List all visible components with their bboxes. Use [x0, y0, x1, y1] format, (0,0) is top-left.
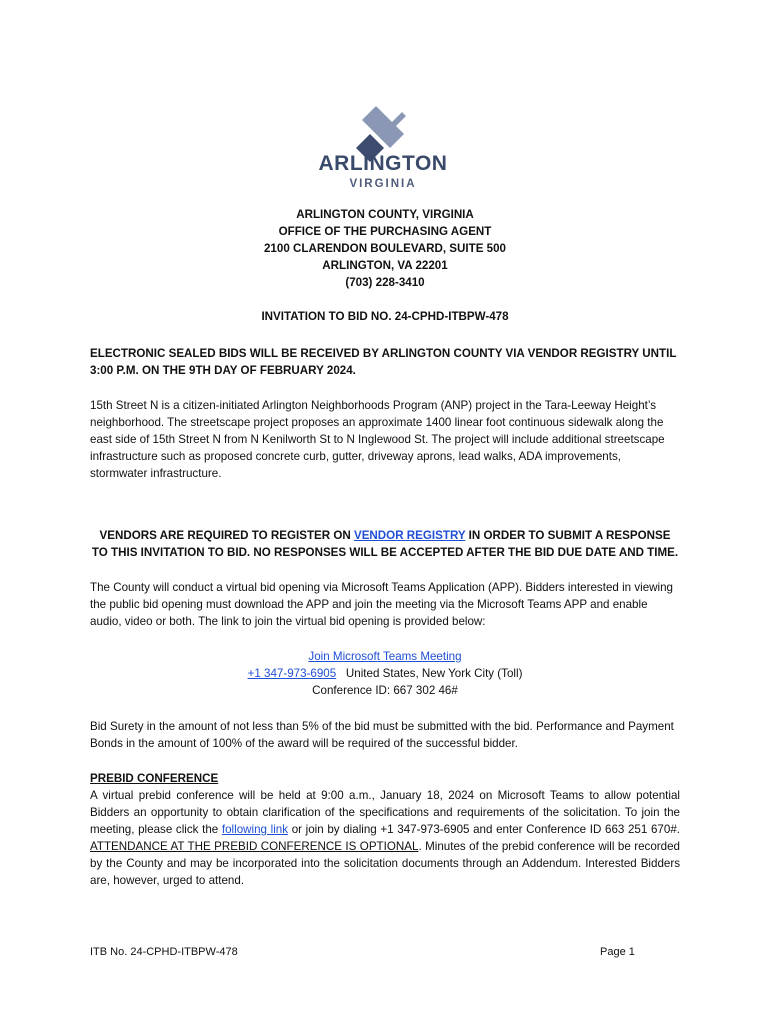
logo-city-text: ARLINGTON — [318, 152, 448, 175]
header-line: 2100 CLARENDON BOULEVARD, SUITE 500 — [263, 242, 507, 255]
prebid-text-part: or join by dialing +1 347-973-6905 and enter Conference ID 663 251 670#. — [288, 823, 680, 836]
vendor-notice-text: VENDORS ARE REQUIRED TO REGISTER ON — [99, 529, 354, 542]
join-teams-meeting-link[interactable]: Join Microsoft Teams Meeting — [308, 650, 462, 663]
header-line: ARLINGTON, VA 22201 — [322, 259, 448, 272]
prebid-heading: PREBID CONFERENCE — [90, 772, 219, 785]
prebid-text-part: . Minutes of the prebid conference will be recorded by the County and may be incorporated into the solicitation documents through an Addendum. Interested Bidders are, however, urged to attend. — [90, 840, 681, 887]
meeting-info — [90, 648, 680, 699]
itb-title: INVITATION TO BID NO. 24-CPHD-ITBPW-478 — [261, 310, 509, 323]
attendance-optional-text: ATTENDANCE AT THE PREBID CONFERENCE IS OPTIONAL — [90, 840, 419, 853]
header-line: ARLINGTON COUNTY, VIRGINIA — [296, 208, 474, 221]
office-address-block — [0, 206, 770, 291]
footer-page-number: Page 1 — [600, 946, 635, 958]
vendor-registry-link[interactable]: VENDOR REGISTRY — [353, 529, 466, 542]
vendor-notice-text: IN ORDER TO SUBMIT A RESPONSE TO THIS INVITATION TO BID. NO RESPONSES WILL BE ACCEPTED AFTER THE BID DUE DATE AND TIME. — [91, 529, 679, 559]
prebid-text-part: A virtual prebid conference will be held at 9:00 a.m., January 18, 2024 on Microsoft Teams to allow potential Bidders an opportunity to obtain clarification of the specifications and requirements of the solicitation. To join the meeting, please click the — [90, 789, 680, 836]
project-description: 15th Street N is a citizen-initiated Arlington Neighborhoods Program (ANP) project in the Tara-Leeway Height’s neighborhood. The streetscape project proposes an approximate 1400 linear foot continuous sidewalk along the east side of 15th Street N from N Kenilworth St to N Inglewood St. The project will include additional streetscape infrastructure such as proposed concrete curb, gutter, driveway aprons, lead walks, ADA improvements, stormwater infrastructure. — [90, 399, 665, 480]
phone-description: United States, New York City (Toll) — [345, 667, 523, 680]
prebid-following-link[interactable]: following link — [221, 823, 289, 836]
conference-id: Conference ID: 667 302 46# — [312, 684, 458, 697]
footer-itb-number: ITB No. 24-CPHD-ITBPW-478 — [90, 946, 238, 958]
header-line: (703) 228-3410 — [345, 276, 425, 289]
bonds-requirements: Bid Surety in the amount of not less than 5% of the bid must be submitted with the bid. Performance and Payment Bonds in the amount of 100% of the award will be required of the successful bidder. — [90, 720, 674, 750]
bid-deadline-notice: ELECTRONIC SEALED BIDS WILL BE RECEIVED BY ARLINGTON COUNTY VIA VENDOR REGISTRY UNTIL 3:00 P.M. ON THE 9TH DAY OF FEBRUARY 2024. — [90, 347, 677, 377]
logo-state-text: VIRGINIA — [349, 178, 417, 190]
phone-number-link[interactable]: +1 347-973-6905 — [247, 667, 337, 680]
vendor-registry-notice — [90, 527, 680, 561]
virtual-opening-text: The County will conduct a virtual bid opening via Microsoft Teams Application (APP). Bidders interested in viewing the public bid opening must download the APP and join the meeting via the Microsoft Teams APP and enable audio, video or both. The link to join the virtual bid opening is provided below: — [90, 581, 673, 628]
prebid-text — [90, 787, 680, 889]
header-line: OFFICE OF THE PURCHASING AGENT — [278, 225, 492, 238]
